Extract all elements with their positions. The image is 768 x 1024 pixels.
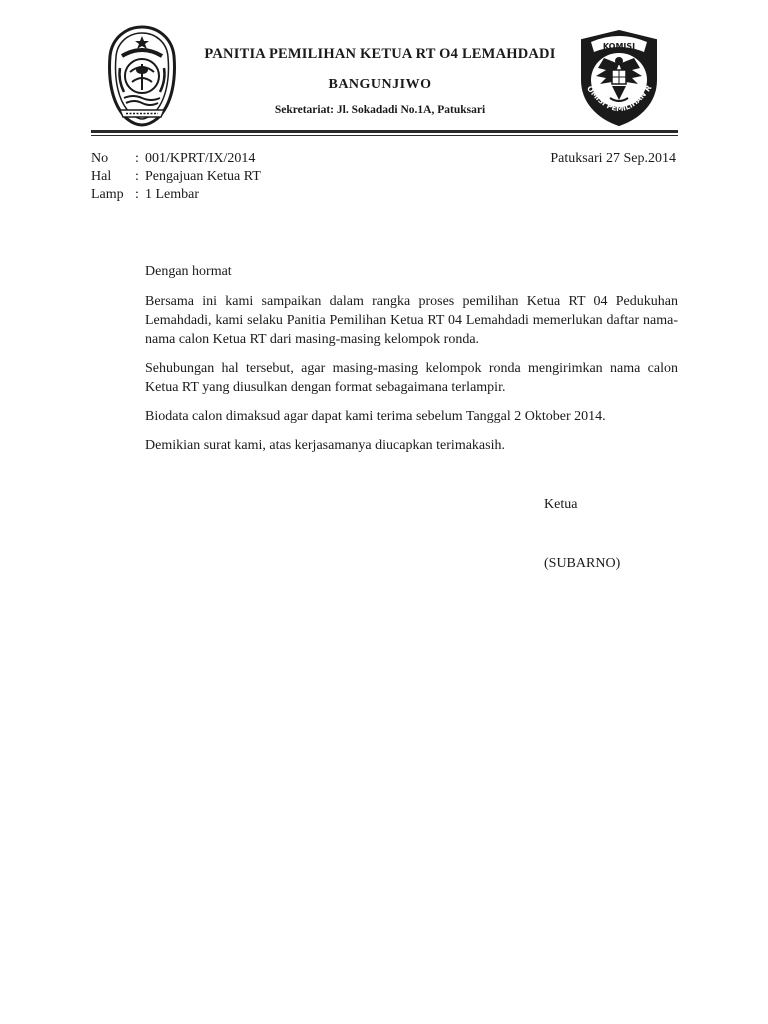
greeting: Dengan hormat xyxy=(145,264,232,279)
meta-value: Pengajuan Ketua RT xyxy=(145,169,261,184)
meta-separator: : xyxy=(135,187,139,202)
signature-role: Ketua xyxy=(544,497,578,512)
garuda-emblem-icon xyxy=(574,28,664,128)
letterhead-title: PANITIA PEMILIHAN KETUA RT O4 LEMAHDADI xyxy=(204,46,556,62)
letter-meta xyxy=(91,150,261,204)
body-paragraph: Bersama ini kami sampaikan dalam rangka proses pemilihan Ketua RT 04 Pedukuhan Lemahdadi, kami selaku Panitia Pemilihan Ketua RT 04 Lemahdadi memerlukan daftar nama-nama calon Ketua RT dari masing-masing kelompok ronda. xyxy=(145,294,678,347)
svg-text:KOMISI PEMILIHAN RT: OMISI PEMILIHAN R xyxy=(585,83,654,114)
meta-row-number xyxy=(91,150,261,168)
meta-separator: : xyxy=(135,151,139,166)
place-date: Patuksari 27 Sep.2014 xyxy=(550,151,676,166)
letterhead-rule-thin xyxy=(91,135,678,136)
signature-name: (SUBARNO) xyxy=(544,556,621,571)
svg-text:KOMISI: KOMISI xyxy=(602,42,636,51)
meta-row-attachment xyxy=(91,186,261,204)
letterhead xyxy=(190,44,570,119)
meta-separator: : xyxy=(135,169,139,184)
meta-label: Hal xyxy=(91,169,112,184)
letterhead-rule-thick xyxy=(91,130,678,133)
meta-label: No xyxy=(91,151,109,166)
meta-label: Lamp xyxy=(91,187,124,202)
meta-value: 001/KPRT/IX/2014 xyxy=(145,151,256,166)
meta-value: 1 Lembar xyxy=(145,187,200,202)
body-paragraph: Biodata calon dimaksud agar dapat kami terima sebelum Tanggal 2 Oktober 2014. xyxy=(145,409,606,424)
letterhead-address: Sekretariat: Jl. Sokadadi No.1A, Patuksari xyxy=(274,104,486,116)
body-paragraph: Sehubungan hal tersebut, agar masing-masing kelompok ronda mengirimkan nama calon Ketua RT yang diusulkan dengan format sebagaimana terlampir. xyxy=(145,361,678,395)
meta-row-subject xyxy=(91,168,261,186)
letterhead-subtitle: BANGUNJIWO xyxy=(328,77,432,92)
body-paragraph: Demikian surat kami, atas kerjasamanya diucapkan terimakasih. xyxy=(145,438,505,453)
letter-body xyxy=(145,262,678,465)
regency-emblem-icon xyxy=(106,24,178,128)
